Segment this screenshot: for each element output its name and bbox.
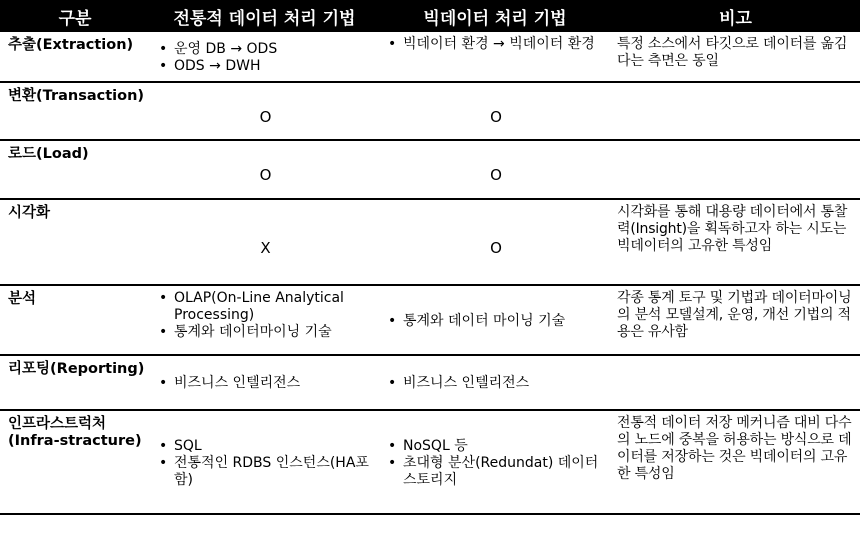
- header-bigdata: 빅데이터 처리 기법: [379, 0, 611, 32]
- cell-bigdata: [379, 355, 611, 410]
- list-item: • 통계와 데이터마이닝 기술: [156, 324, 375, 341]
- row-category-load: 로드(Load): [0, 140, 150, 199]
- row-category-transaction: 변환(Transaction): [0, 82, 150, 140]
- table-body: [0, 32, 860, 514]
- cell-traditional: [150, 285, 379, 355]
- mark-bigdata: O: [379, 199, 611, 285]
- list-item: • 통계와 데이터 마이닝 기술: [385, 313, 607, 330]
- table-row: [0, 140, 860, 199]
- row-category-visualization: 시각화: [0, 199, 150, 285]
- mark-bigdata: O: [379, 140, 611, 199]
- cell-note: 시각화를 통해 대용량 데이터에서 통찰력(Insight)을 획독하고자 하는 시도는 빅데이터의 고유한 특성임: [611, 199, 860, 285]
- table-row: [0, 32, 860, 82]
- list-item: • OLAP(On-Line Analytical Processing): [156, 290, 375, 324]
- category-line: (Infra-stracture): [8, 433, 142, 449]
- table-row: [0, 285, 860, 355]
- table-row: [0, 82, 860, 140]
- list-item: • NoSQL 등: [385, 438, 607, 455]
- mark-traditional: X: [150, 199, 379, 285]
- header-note: 비고: [611, 0, 860, 32]
- cell-traditional: [150, 32, 379, 82]
- list-item: • 비즈니스 인텔리전스: [156, 375, 375, 392]
- header-traditional: 전통적 데이터 처리 기법: [150, 0, 379, 32]
- table-header: [0, 0, 860, 32]
- cell-note: 특정 소스에서 타깃으로 데이터를 옮김다는 측면은 동일: [611, 32, 860, 82]
- cell-bigdata: [379, 32, 611, 82]
- list-item: • 빅데이터 환경 → 빅데이터 환경: [385, 36, 607, 53]
- cell-traditional: [150, 355, 379, 410]
- list-item: • 초대형 분산(Redundat) 데이터 스토리지: [385, 455, 607, 489]
- cell-note: 전통적 데이터 저장 메커니즘 대비 다수의 노드에 중복을 허용하는 방식으로 데이터를 저장하는 것은 빅데이터의 고유한 특성임: [611, 410, 860, 514]
- cell-traditional: [150, 410, 379, 514]
- row-category-reporting: 리포팅(Reporting): [0, 355, 150, 410]
- mark-traditional: O: [150, 82, 379, 140]
- list-item: • ODS → DWH: [156, 58, 375, 75]
- row-category-extraction: 추출(Extraction): [0, 32, 150, 82]
- list-item: • 운영 DB → ODS: [156, 41, 375, 58]
- table-row: [0, 410, 860, 514]
- row-category-analysis: 분석: [0, 285, 150, 355]
- table-row: [0, 199, 860, 285]
- list-item: • 비즈니스 인텔리전스: [385, 375, 607, 392]
- row-category-infrastructure: [0, 410, 150, 514]
- mark-bigdata: O: [379, 82, 611, 140]
- list-item: • SQL: [156, 438, 375, 455]
- header-row: [0, 0, 860, 32]
- cell-note: 각종 통계 토구 및 기법과 데이터마이닝의 분석 모델설계, 운영, 개선 기법의 적용은 유사함: [611, 285, 860, 355]
- cell-bigdata: [379, 410, 611, 514]
- table-row: [0, 355, 860, 410]
- cell-note: [611, 82, 860, 140]
- mark-traditional: O: [150, 140, 379, 199]
- cell-note: [611, 140, 860, 199]
- cell-bigdata: [379, 285, 611, 355]
- cell-note: [611, 355, 860, 410]
- header-category: 구분: [0, 0, 150, 32]
- list-item: • 전통적인 RDBS 인스턴스(HA포함): [156, 455, 375, 489]
- category-line: 인프라스트럭처: [8, 416, 107, 432]
